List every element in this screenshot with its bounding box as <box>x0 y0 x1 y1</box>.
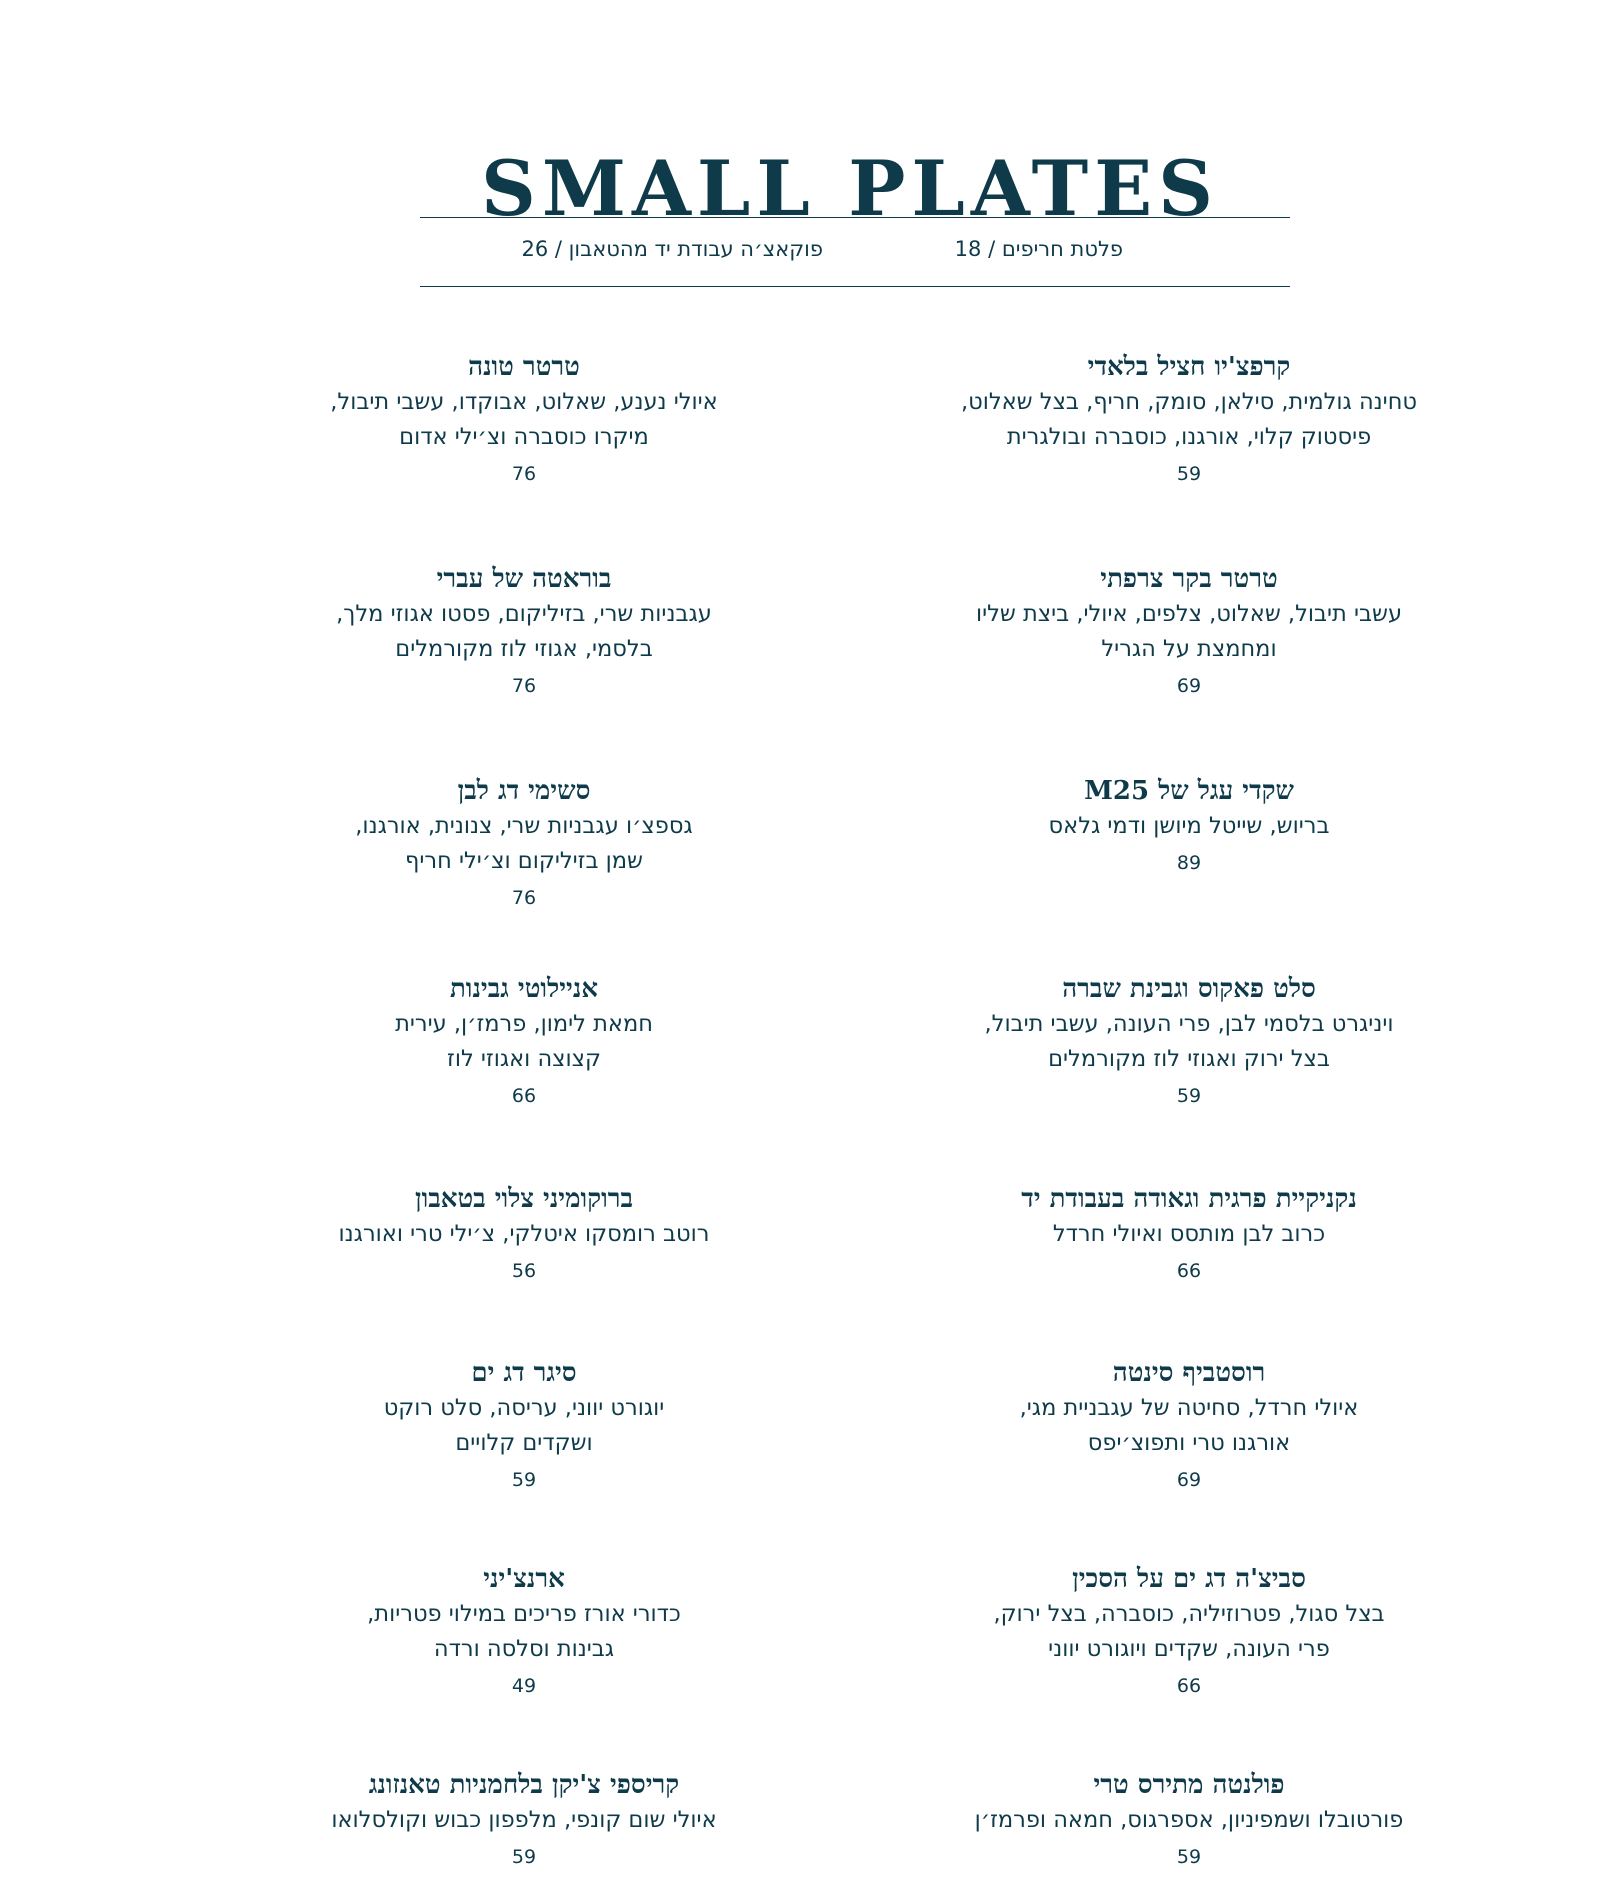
extra-focaccia: פוקאצ׳ה עבודת יד מהטאבון / 26 <box>521 237 823 261</box>
menu-item-desc: פיסטוק קלוי, אורגנו, כוסברה ובולגרית <box>1006 424 1372 450</box>
menu-item-desc: איולי חרדל, סחיטה של עגבניית מגי, <box>1019 1395 1359 1421</box>
menu-item-price: 59 <box>1176 1085 1202 1107</box>
menu-item-price: 59 <box>511 1469 537 1491</box>
menu-item-desc: כרוב לבן מותסס ואיולי חרדל <box>1052 1221 1326 1247</box>
menu-item-name: אניילוטי גבינות <box>449 974 599 1004</box>
menu-item-desc: חמאת לימון, פרמז׳ן, עירית <box>395 1011 653 1037</box>
menu-item-price: 76 <box>511 463 537 485</box>
menu-item-desc: טחינה גולמית, סילאן, סומק, חריף, בצל שאלוט, <box>960 389 1418 415</box>
menu-item-name: סיגר דג ים <box>471 1358 577 1388</box>
menu-item-desc: שמן בזיליקום וצ׳ילי חריף <box>405 848 643 874</box>
menu-item-desc: בצל סגול, פטרוזיליה, כוסברה, בצל ירוק, <box>993 1601 1385 1627</box>
menu-item-desc: עגבניות שרי, בזיליקום, פסטו אגוזי מלך, <box>336 601 712 627</box>
menu-item-name: סלט פאקוס וגבינת שברה <box>1062 974 1316 1004</box>
menu-item-name: טרטר בקר צרפתי <box>1100 564 1278 594</box>
menu-item-price: 66 <box>511 1085 537 1107</box>
menu-item-name: קריספי צ'יקן בלחמניות טאנזונג <box>368 1770 680 1800</box>
menu-item-name: ארנצ'יני <box>483 1564 565 1594</box>
menu-item <box>244 972 804 1110</box>
menu-item-price: 66 <box>1176 1675 1202 1697</box>
menu-item <box>909 972 1469 1110</box>
menu-item-desc: בצל ירוק ואגוזי לוז מקורמלים <box>1048 1046 1330 1072</box>
menu-item-desc: ויניגרט בלסמי לבן, פרי העונה, עשבי תיבול, <box>984 1011 1394 1037</box>
menu-item-price: 49 <box>511 1675 537 1697</box>
menu-item <box>244 774 804 912</box>
menu-item-name: שקדי עגל של M25 <box>1084 776 1294 806</box>
menu-item-desc: בלסמי, אגוזי לוז מקורמלים <box>395 636 653 662</box>
menu-item-desc: פורטובלו ושמפיניון, אספרגוס, חמאה ופרמז׳ן <box>974 1807 1404 1833</box>
extra-hot-plate: פלטת חריפים / 18 <box>954 237 1123 261</box>
menu-item-price: 76 <box>511 887 537 909</box>
menu-item-price: 59 <box>511 1846 537 1868</box>
menu-item-name: בוראטה של עברי <box>436 564 612 594</box>
menu-item <box>244 1356 804 1494</box>
menu-item <box>909 350 1469 488</box>
menu-item <box>909 1562 1469 1700</box>
menu-item <box>244 562 804 700</box>
menu-item <box>244 350 804 488</box>
menu-item-price: 59 <box>1176 1846 1202 1868</box>
menu-item-name: סביצ'ה דג ים על הסכין <box>1072 1564 1306 1594</box>
menu-item-desc: יוגורט יווני, עריסה, סלט רוקט <box>383 1395 665 1421</box>
menu-item <box>909 1768 1469 1871</box>
menu-item-name: סשימי דג לבן <box>457 776 591 806</box>
menu-item <box>244 1182 804 1285</box>
menu-item <box>909 1356 1469 1494</box>
menu-item-desc: קצוצה ואגוזי לוז <box>447 1046 601 1072</box>
menu-item-name: קרפצ'יו חציל בלאדי <box>1087 352 1291 382</box>
menu-item <box>244 1562 804 1700</box>
page-title: SMALL PLATES <box>480 143 1220 233</box>
menu-item-name: פולנטה מתירס טרי <box>1093 1770 1285 1800</box>
menu-item-desc: מיקרו כוסברה וצ׳ילי אדום <box>399 424 649 450</box>
menu-item-desc: גבינות וסלסה ורדה <box>433 1636 615 1662</box>
menu-item-desc: ושקדים קלויים <box>455 1430 593 1456</box>
menu-item-name: ברוקומיני צלוי בטאבון <box>414 1184 634 1214</box>
menu-item-price: 59 <box>1176 463 1202 485</box>
menu-item-name: טרטר טונה <box>468 352 580 382</box>
menu-item-price: 66 <box>1176 1260 1202 1282</box>
menu-item-desc: אורגנו טרי ותפוצ׳יפס <box>1087 1430 1291 1456</box>
menu-item-desc: גספצ׳ו עגבניות שרי, צנונית, אורגנו, <box>355 813 693 839</box>
menu-item-price: 56 <box>511 1260 537 1282</box>
menu-item-desc: עשבי תיבול, שאלוט, צלפים, איולי, ביצת שליו <box>975 601 1403 627</box>
menu-item-desc: פרי העונה, שקדים ויוגורט יווני <box>1048 1636 1330 1662</box>
menu-item-desc: כדורי אורז פריכים במילוי פטריות, <box>367 1601 681 1627</box>
menu-item-price: 69 <box>1176 1469 1202 1491</box>
menu-item-price: 89 <box>1176 852 1202 874</box>
menu-item-desc: רוטב רומסקו איטלקי, צ׳ילי טרי ואורגנו <box>338 1221 710 1247</box>
divider-bottom <box>420 286 1290 287</box>
menu-item-price: 69 <box>1176 675 1202 697</box>
menu-item-desc: בריוש, שייטל מיושן ודמי גלאס <box>1048 813 1330 839</box>
menu-item-desc: איולי נענע, שאלוט, אבוקדו, עשבי תיבול, <box>330 389 718 415</box>
menu-item-price: 76 <box>511 675 537 697</box>
divider-top <box>420 217 1290 218</box>
menu-item-desc: איולי שום קונפי, מלפפון כבוש וקולסלואו <box>331 1807 717 1833</box>
menu-item <box>909 1182 1469 1285</box>
menu-item <box>909 774 1469 877</box>
menu-item <box>244 1768 804 1871</box>
menu-item-name: נקניקיית פרגית וגאודה בעבודת יד <box>1021 1184 1357 1214</box>
menu-item <box>909 562 1469 700</box>
menu-item-name: רוסטביף סינטה <box>1112 1358 1266 1388</box>
menu-item-desc: ומחמצת על הגריל <box>1101 636 1277 662</box>
